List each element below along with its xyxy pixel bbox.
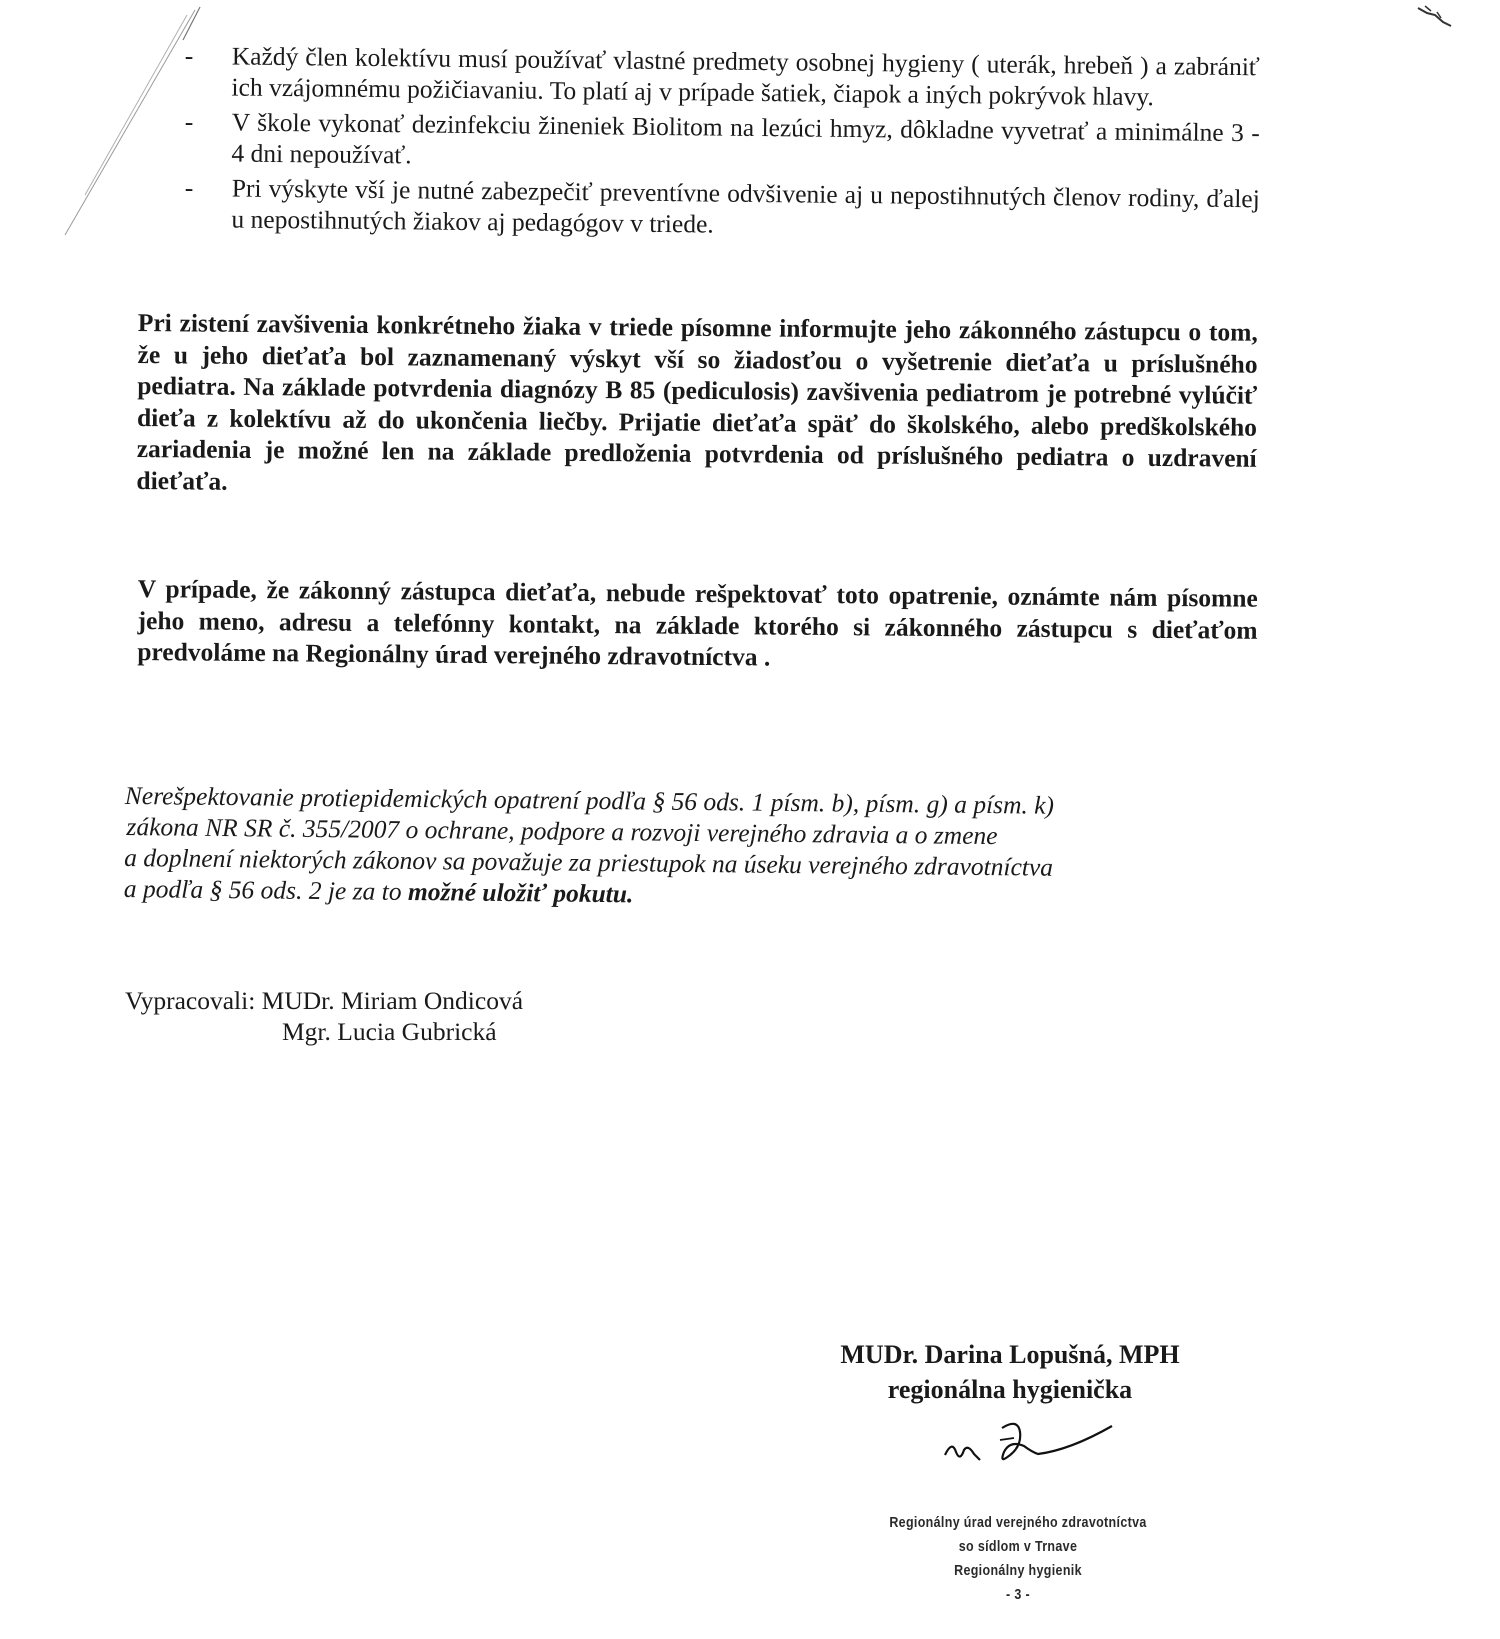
legal-note-line: zákona NR SR č. 355/2007 o ochrane, podpore a rozvoji verejného zdravia a o zmene <box>126 812 998 851</box>
corner-scribble-mark <box>1415 0 1460 35</box>
list-dash: - <box>184 106 194 137</box>
legal-note-prefix: a podľa § 56 ods. 2 je za to <box>123 873 402 906</box>
author-name: MUDr. Miriam Ondicová <box>261 986 524 1015</box>
signatory-name: MUDr. Darina Lopušná, MPH <box>840 1340 1180 1369</box>
signatory-title: regionálna hygienička <box>887 1375 1133 1404</box>
list-item <box>184 106 1260 179</box>
author-name: Mgr. Lucia Gubrická <box>282 1017 497 1046</box>
hygiene-measures-list <box>185 40 1260 238</box>
prepared-by-label: Vypracovali: <box>125 986 256 1015</box>
legal-note-line: a doplnení niektorých zákonov sa považuje za priestupok na úseku verejného zdravotníctva <box>124 842 1054 882</box>
handwritten-signature <box>940 1410 1140 1480</box>
scan-streak-lines <box>55 5 205 245</box>
stamp-line: Regionálny úrad verejného zdravotníctva <box>889 1515 1147 1531</box>
list-item-text: Pri výskyte vší je nutné zabezpečiť preventívne odvšivenie aj u nepostihnutých členov rodiny, ďalej u nepostihnutých žiakov aj pedagógov v triede. <box>231 173 1260 239</box>
page-number: - 3 - <box>1006 1587 1030 1603</box>
signatory-block <box>800 1337 1220 1407</box>
infestation-notice-paragraph: Pri zistení zavšivenia konkrétneho žiaka v triede písomne informujte jeho zákonného zástupcu o tom, že u jeho dieťaťa bol zaznamenaný výskyt vší so žiadosťou o vyšetrenie dieťaťa u príslušného pediatra. Na základe potvrdenia diagnózy B 85 (pediculosis) zavšivenia pediatrom je potrebné vylúčiť dieťa z kolektívu až do ukončenia liečby. Prijatie dieťaťa späť do školského, alebo predškolského zariadenia je možné len na základe predloženia potvrdenia od príslušného pediatra o uzdravení dieťaťa. <box>136 307 1258 496</box>
stamp-line: so sídlom v Trnave <box>958 1539 1078 1555</box>
stamp-line: Regionálny hygienik <box>954 1563 1082 1579</box>
legal-note <box>124 780 1200 915</box>
list-dash: - <box>184 172 194 203</box>
list-item <box>184 40 1260 113</box>
list-dash: - <box>184 40 194 71</box>
fine-emphasis: možné uložiť pokutu. <box>407 876 634 909</box>
legal-note-line: Nerešpektovanie protiepidemických opatrení podľa § 56 ods. 1 písm. b), písm. g) a písm. k) <box>124 780 1055 820</box>
official-stamp <box>876 1511 1160 1607</box>
list-item-text: V škole vykonať dezinfekciu žineniek Biolitom na lezúci hmyz, dôkladne vyvetrať a minimálne 3 - 4 dni nepoužívať. <box>231 107 1260 170</box>
list-item <box>184 172 1260 245</box>
non-compliance-paragraph: V prípade, že zákonný zástupca dieťaťa, nebude rešpektovať toto opatrenie, oznámte nám písomne jeho meno, adresu a telefónny kontakt, na základe ktorého si zákonného zástupcu s dieťaťom predvoláme na Regionálny úrad verejného zdravotníctva . <box>137 573 1258 672</box>
prepared-by-block <box>125 985 523 1047</box>
list-item-text: Každý člen kolektívu musí používať vlastné predmety osobnej hygieny ( uterák, hrebeň ) a zabrániť ich vzájomnému požičiavaniu. To platí aj v prípade šatiek, čiapok a iných pokrývok hlavy. <box>231 41 1260 112</box>
